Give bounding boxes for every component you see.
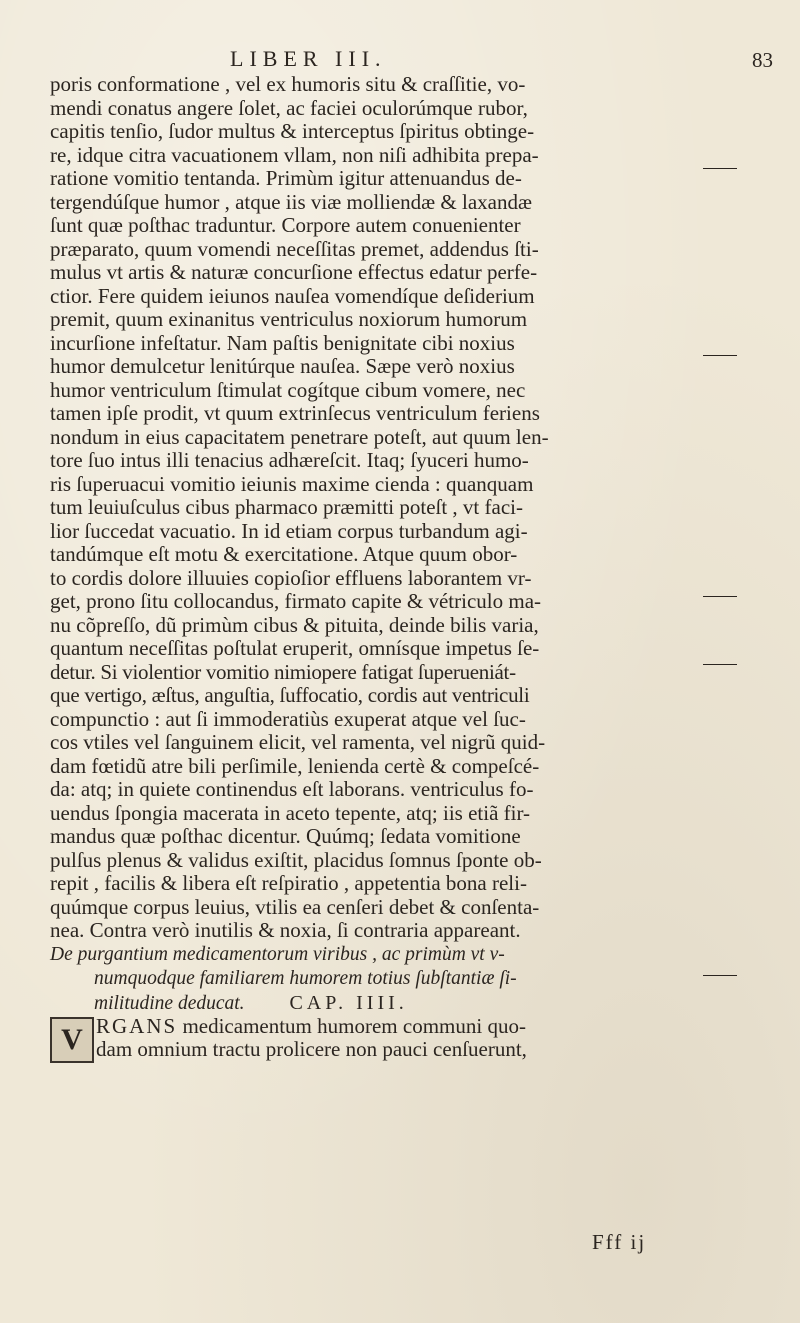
text-line: dam fœtidũ atre bili perſimile, lenienda certè & compeſcé-	[50, 753, 540, 778]
text-line: mendi conatus angere ſolet, ac faciei oculorúmque rubor,	[50, 95, 528, 120]
text-line: dam omnium tractu prolicere non pauci cenſuerunt,	[96, 1037, 527, 1061]
text-line: quúmque corpus leuius, vtilis ea cenſeri debet & conſenta-	[50, 894, 540, 919]
text-line: detur. Si violentior vomitio nimiopere fatigat ſuperueniát-	[50, 659, 516, 684]
chapter-label: CAP. IIII.	[289, 991, 408, 1014]
text-line: mulus vt artis & naturæ concurſione effectus edatur perfe-	[50, 260, 538, 284]
margin-rule	[703, 355, 737, 356]
text-line: tergendúſque humor , atque iis viæ molliendæ & laxandæ	[50, 189, 532, 214]
text-line: premit, quum exinanitus ventriculus noxiorum humorum	[50, 307, 528, 331]
text-line: lior ſuccedat vacuatio. In id etiam corpus turbandum agi-	[50, 518, 528, 543]
text-line: quantum neceſſitas poſtulat eruperit, omnísque impetus ſe-	[50, 636, 540, 660]
text-line: to cordis dolore illuuies copioſior effluens laborantem vr-	[50, 565, 532, 590]
page-number: 83	[752, 48, 773, 72]
text-line: cos vtiles vel ſanguinem elicit, vel ramenta, vel nigrũ quid-	[50, 730, 546, 754]
margin-rule	[703, 975, 737, 976]
text-line: compunctio : aut ſi immoderatiùs exuperat atque vel ſuc-	[50, 706, 526, 731]
text-line	[96, 1015, 526, 1039]
text-line: da: atq; in quiete continendus eſt laborans. ventriculus fo-	[50, 777, 534, 801]
text-line: nu cõpreſſo, dũ primùm cibus & pituita, deinde bilis varia,	[50, 612, 539, 637]
text-line: repit , facilis & libera eſt reſpiratio , appetentia bona reli-	[50, 871, 527, 895]
text-line: get, prono ſitu collocandus, firmato capite & vétriculo ma-	[50, 589, 542, 613]
chapter-opening	[50, 1015, 700, 1062]
text-line: incurſione infeſtatur. Nam paſtis benignitate cibi noxius	[50, 330, 515, 355]
chapter-heading: De purgantium medicamentorum viribus , ac primùm vt v-	[50, 943, 505, 965]
margin-rule	[703, 168, 737, 169]
margin-rule	[703, 664, 737, 665]
text-line: ratione vomitio tentanda. Primùm igitur attenuandus de-	[50, 166, 522, 190]
text-line: ris ſuperuacui vomitio ieiunis maxime cienda : quanquam	[50, 471, 534, 496]
chapter-heading-end: militudine deducat.	[94, 992, 245, 1014]
signature-mark: Fff ij	[592, 1230, 647, 1254]
text-line: ctior. Fere quidem ieiunos nauſea vomendíque deſiderium	[50, 283, 535, 308]
body-text	[50, 73, 700, 1062]
text-line: que vertigo, æſtus, anguſtia, ſuffocatio, cordis aut ventriculi	[50, 683, 530, 707]
initial-word-rest: RGANS	[96, 1013, 178, 1038]
chapter-heading	[50, 991, 700, 1015]
running-title: LIBER III.	[230, 46, 387, 71]
text-line: humor demulcetur lenitúrque nauſea. Sæpe verò noxius	[50, 354, 515, 378]
text-line: humor ventriculum ſtimulat cogítque cibum vomere, nec	[50, 377, 526, 402]
chapter-heading: numquodque familiarem humorem totius ſubſtantiæ ſi-	[94, 967, 517, 989]
text-line: capitis tenſio, ſudor multus & interceptus ſpiritus obtinge-	[50, 119, 535, 143]
text-line: ſunt quæ poſthac traduntur. Corpore autem conuenienter	[50, 213, 521, 237]
text-line-rest: medicamentum humorem communi quo-	[182, 1013, 526, 1038]
text-line: nondum in eius capacitatem penetrare poteſt, aut quum len-	[50, 424, 549, 449]
text-line: re, idque citra vacuationem vllam, non niſi adhibita prepa-	[50, 142, 539, 167]
text-line: poris conformatione , vel ex humoris situ & craſſitie, vo-	[50, 72, 526, 96]
text-line: nea. Contra verò inutilis & noxia, ſi contraria appareant.	[50, 918, 521, 942]
text-line: mandus quæ poſthac dicentur. Quúmq; ſedata vomitione	[50, 824, 521, 848]
margin-rule	[703, 596, 737, 597]
text-line: tum leuiuſculus cibus pharmaco præmitti poteſt , vt faci-	[50, 495, 523, 519]
text-line: tamen ipſe prodit, vt quum extrinſecus ventriculum feriens	[50, 401, 540, 425]
text-line: tore ſuo intus illi tenacius adhæreſcit. Itaq; ſyuceri humo-	[50, 448, 529, 472]
text-line: tandúmque eſt motu & exercitatione. Atque quum obor-	[50, 542, 518, 566]
decorated-initial: V	[50, 1017, 94, 1063]
text-line: præparato, quum vomendi neceſſitas premet, addendus ſti-	[50, 236, 539, 261]
text-line: uendus ſpongia macerata in aceto tepente, atq; iis etiã fir-	[50, 800, 531, 825]
text-line: pulſus plenus & validus exiſtit, placidus ſomnus ſponte ob-	[50, 847, 542, 872]
